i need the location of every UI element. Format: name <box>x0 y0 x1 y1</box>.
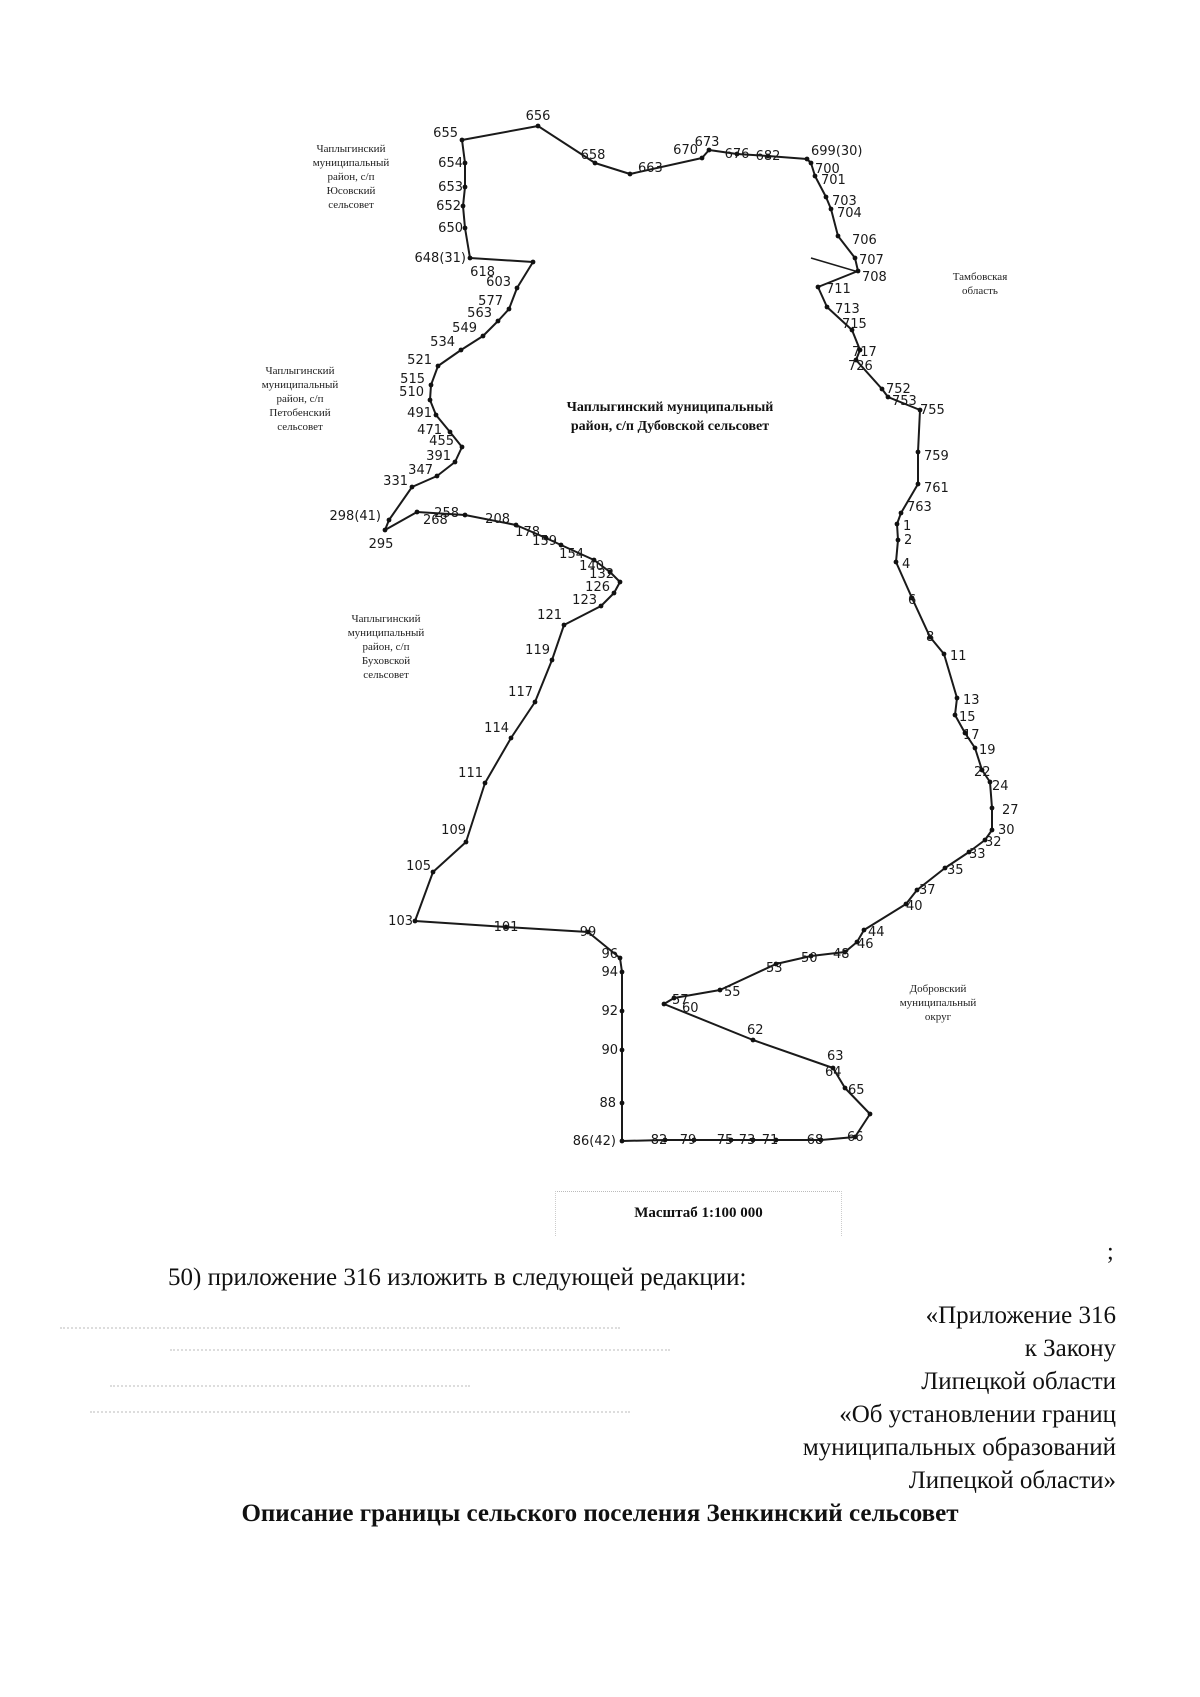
boundary-point-label: 704 <box>837 206 862 221</box>
boundary-point <box>824 195 829 200</box>
boundary-point-label: 32 <box>985 835 1002 850</box>
boundary-point-label: 27 <box>1002 803 1019 818</box>
boundary-point-label: 682 <box>755 149 781 164</box>
boundary-point-label: 717 <box>852 345 877 360</box>
boundary-point <box>825 305 830 310</box>
boundary-point <box>836 234 841 239</box>
boundary-point <box>562 623 567 628</box>
boundary-point-label: 88 <box>599 1096 616 1111</box>
boundary-point-label: 65 <box>848 1083 865 1098</box>
boundary-point-label: 55 <box>724 985 741 1000</box>
boundary-point-label: 71 <box>761 1133 779 1148</box>
boundary-point <box>481 334 486 339</box>
boundary-point-label: 62 <box>747 1023 764 1038</box>
boundary-point <box>415 510 420 515</box>
boundary-point <box>896 538 901 543</box>
scale-label: Масштаб 1:100 000 <box>634 1205 763 1221</box>
boundary-point-label: 549 <box>452 321 477 336</box>
region-label-yusovsky: Чаплыгинский муниципальный район, с/п Юсовский сельсовет <box>312 143 390 211</box>
boundary-point-label: 752 <box>886 382 911 397</box>
boundary-point <box>463 185 468 190</box>
boundary-point-label: 703 <box>832 194 857 209</box>
amendment-item: 50) приложение 316 изложить в следующей редакции: <box>168 1264 747 1291</box>
boundary-point <box>612 591 617 596</box>
boundary-point <box>953 713 958 718</box>
boundary-spur <box>811 258 858 271</box>
boundary-point-label: 111 <box>458 766 483 781</box>
boundary-point <box>805 157 810 162</box>
boundary-point-label: 391 <box>426 449 451 464</box>
boundary-point <box>868 1112 873 1117</box>
boundary-point-label: 6 <box>908 593 917 608</box>
boundary-point-label: 117 <box>508 685 533 700</box>
boundary-point-label: 126 <box>585 580 610 595</box>
boundary-point-label: 471 <box>417 423 442 438</box>
boundary-point <box>894 560 899 565</box>
boundary-point-label: 676 <box>724 147 750 162</box>
boundary-point-label: 753 <box>892 394 917 409</box>
boundary-point-label: 19 <box>979 743 996 758</box>
boundary-point <box>620 970 625 975</box>
boundary-point-label: 37 <box>919 883 936 898</box>
boundary-point <box>628 172 633 177</box>
boundary-point-label: 46 <box>857 937 874 952</box>
boundary-point <box>620 1101 625 1106</box>
boundary-point-label: 726 <box>848 359 873 374</box>
boundary-point <box>387 518 392 523</box>
annex-header: «Приложение 316 к Закону Липецкой области «Об установлении границ муниципальных образований Липецкой области» <box>802 1302 1116 1494</box>
boundary-point-label: 656 <box>525 109 551 124</box>
boundary-point <box>428 398 433 403</box>
boundary-point-label: 92 <box>601 1004 618 1019</box>
boundary-point <box>599 604 604 609</box>
boundary-point-label: 50 <box>801 951 818 966</box>
boundary-point-label: 101 <box>493 920 519 935</box>
boundary-point-label: 711 <box>826 282 851 297</box>
boundary-point <box>618 956 623 961</box>
boundary-point <box>916 450 921 455</box>
region-label-bukhovskoy: Чаплыгинский муниципальный район, с/п Буховской сельсовет <box>347 613 425 681</box>
boundary-point-label: 64 <box>825 1065 842 1080</box>
boundary-point <box>483 781 488 786</box>
boundary-point-label: 515 <box>400 372 425 387</box>
boundary-point-label: 763 <box>907 500 932 515</box>
boundary-point-label: 90 <box>601 1043 618 1058</box>
boundary-point-label: 673 <box>694 135 720 150</box>
boundary-point <box>509 736 514 741</box>
boundary-point-label: 96 <box>601 947 618 962</box>
boundary-point-label: 653 <box>438 180 463 195</box>
boundary-point <box>463 161 468 166</box>
boundary-point-label: 295 <box>368 537 394 552</box>
boundary-point-label: 700 <box>815 162 840 177</box>
boundary-point <box>853 256 858 261</box>
boundary-point-label: 99 <box>579 925 597 940</box>
boundary-point-label: 563 <box>467 306 492 321</box>
boundary-point <box>507 307 512 312</box>
boundary-point-label: 159 <box>532 534 557 549</box>
boundary-point-label: 114 <box>484 721 509 736</box>
boundary-point-label: 670 <box>673 143 698 158</box>
boundary-point <box>990 828 995 833</box>
boundary-point <box>620 1139 625 1144</box>
scale-box <box>555 1191 842 1236</box>
boundary-point-label: 123 <box>572 593 597 608</box>
boundary-point <box>461 204 466 209</box>
semicolon: ; <box>1107 1239 1114 1265</box>
boundary-point-label: 663 <box>638 161 663 176</box>
boundary-point-label: 119 <box>525 643 550 658</box>
boundary-point <box>880 387 885 392</box>
boundary-point <box>895 522 900 527</box>
boundary-point <box>531 260 536 265</box>
boundary-point-label: 658 <box>580 148 606 163</box>
boundary-point <box>862 928 867 933</box>
boundary-point-label: 715 <box>842 317 867 332</box>
boundary-point-label: 510 <box>399 385 424 400</box>
boundary-point-label: 521 <box>407 353 432 368</box>
boundary-point <box>700 156 705 161</box>
map-center-label: Чаплыгинский муниципальный район, с/п Дубовской сельсовет <box>566 400 774 434</box>
boundary-point-label: 455 <box>429 434 454 449</box>
boundary-point-label: 708 <box>862 270 887 285</box>
boundary-point-label: 60 <box>682 1001 699 1016</box>
boundary-point <box>496 319 501 324</box>
boundary-point-label: 140 <box>579 559 604 574</box>
boundary-point <box>515 286 520 291</box>
boundary-point <box>916 482 921 487</box>
boundary-point <box>410 485 415 490</box>
boundary-point-label: 75 <box>716 1133 734 1148</box>
boundary-point <box>809 161 814 166</box>
boundary-point-label: 109 <box>441 823 466 838</box>
region-label-petobensky: Чаплыгинский муниципальный район, с/п Петобенский сельсовет <box>261 365 339 433</box>
boundary-point <box>429 383 434 388</box>
boundary-point-label: 53 <box>766 961 783 976</box>
boundary-point-label: 654 <box>438 156 463 171</box>
boundary-point-label: 618 <box>470 265 495 280</box>
boundary-point <box>383 528 388 533</box>
boundary-point-label: 258 <box>434 506 459 521</box>
boundary-point <box>533 700 538 705</box>
boundary-point-label: 63 <box>827 1049 844 1064</box>
boundary-point-label: 154 <box>559 547 584 562</box>
boundary-point-label: 603 <box>486 275 511 290</box>
boundary-point-label: 706 <box>852 233 877 248</box>
boundary-point <box>620 1048 625 1053</box>
boundary-point-label: 15 <box>959 710 976 725</box>
boundary-point-label: 701 <box>821 173 846 188</box>
boundary-point-label: 347 <box>408 463 433 478</box>
boundary-point-label: 4 <box>902 557 911 572</box>
boundary-point <box>899 511 904 516</box>
boundary-point-label: 66 <box>847 1130 864 1145</box>
boundary-point-label: 11 <box>950 649 967 664</box>
boundary-point-label: 298(41) <box>329 509 381 524</box>
boundary-point-label: 22 <box>974 765 991 780</box>
boundary-point-label: 35 <box>947 863 964 878</box>
boundary-point <box>843 1086 848 1091</box>
boundary-point-label: 73 <box>738 1133 756 1148</box>
boundary-point <box>536 124 541 129</box>
boundary-point-label: 707 <box>859 253 884 268</box>
boundary-point <box>463 513 468 518</box>
boundary-point <box>413 919 418 924</box>
boundary-point-label: 57 <box>672 993 689 1008</box>
boundary-point-label: 2 <box>904 533 913 548</box>
boundary-point-label: 121 <box>537 608 562 623</box>
boundary-point-label: 761 <box>924 481 949 496</box>
boundary-point-label: 331 <box>383 474 408 489</box>
boundary-point-label: 132 <box>589 567 614 582</box>
boundary-point <box>973 746 978 751</box>
boundary-point <box>718 988 723 993</box>
boundary-point <box>435 474 440 479</box>
boundary-point-label: 44 <box>868 925 885 940</box>
boundary-point-label: 24 <box>992 779 1009 794</box>
boundary-point <box>955 696 960 701</box>
boundary-point-label: 208 <box>485 512 510 527</box>
boundary-point-label: 33 <box>969 847 986 862</box>
boundary-point-label: 652 <box>436 199 461 214</box>
region-label-tambov: Тамбовская область <box>952 271 1008 297</box>
boundary-point <box>856 269 861 274</box>
boundary-point-label: 40 <box>906 899 923 914</box>
boundary-point <box>990 806 995 811</box>
boundary-point <box>436 364 441 369</box>
boundary-point-label: 268 <box>423 513 448 528</box>
boundary-point <box>468 256 473 261</box>
boundary-point-label: 650 <box>438 221 463 236</box>
boundary-point-label: 103 <box>388 914 413 929</box>
boundary-point-label: 68 <box>806 1133 824 1148</box>
boundary-point-label: 82 <box>650 1133 668 1148</box>
boundary-point <box>816 285 821 290</box>
boundary-point <box>459 348 464 353</box>
boundary-point-label: 17 <box>963 728 980 743</box>
region-label-dobrovsky: Добровский муниципальный округ <box>899 983 977 1023</box>
boundary-point-label: 1 <box>903 519 912 534</box>
boundary-point-label: 577 <box>478 294 503 309</box>
boundary-point <box>662 1002 667 1007</box>
boundary-point-label: 79 <box>679 1133 697 1148</box>
boundary-point <box>431 870 436 875</box>
boundary-point-label: 534 <box>430 335 455 350</box>
boundary-point <box>464 840 469 845</box>
boundary-point-label: 491 <box>407 406 432 421</box>
boundary-point-label: 713 <box>835 302 860 317</box>
boundary-point <box>463 226 468 231</box>
boundary-point-label: 699(30) <box>811 144 863 159</box>
boundary-point-label: 755 <box>920 403 945 418</box>
boundary-point <box>618 580 623 585</box>
boundary-point <box>460 138 465 143</box>
boundary-point-label: 48 <box>833 947 850 962</box>
boundary-point <box>620 1009 625 1014</box>
boundary-point-label: 8 <box>926 630 935 645</box>
boundary-point-label: 648(31) <box>414 251 466 266</box>
boundary-point-label: 13 <box>963 693 980 708</box>
boundary-point-label: 105 <box>406 859 431 874</box>
boundary-point-label: 178 <box>515 525 540 540</box>
boundary-point <box>942 652 947 657</box>
boundary-point <box>460 445 465 450</box>
boundary-point <box>453 460 458 465</box>
boundary-point-label: 759 <box>924 449 949 464</box>
boundary-point <box>434 413 439 418</box>
boundary-point-label: 655 <box>433 126 458 141</box>
boundary-point <box>550 658 555 663</box>
boundary-point-label: 30 <box>998 823 1015 838</box>
boundary-point <box>751 1038 756 1043</box>
boundary-point-label: 94 <box>601 965 618 980</box>
section-heading: Описание границы сельского поселения Зенкинский сельсовет <box>241 1500 959 1527</box>
boundary-point-label: 86(42) <box>572 1134 616 1149</box>
